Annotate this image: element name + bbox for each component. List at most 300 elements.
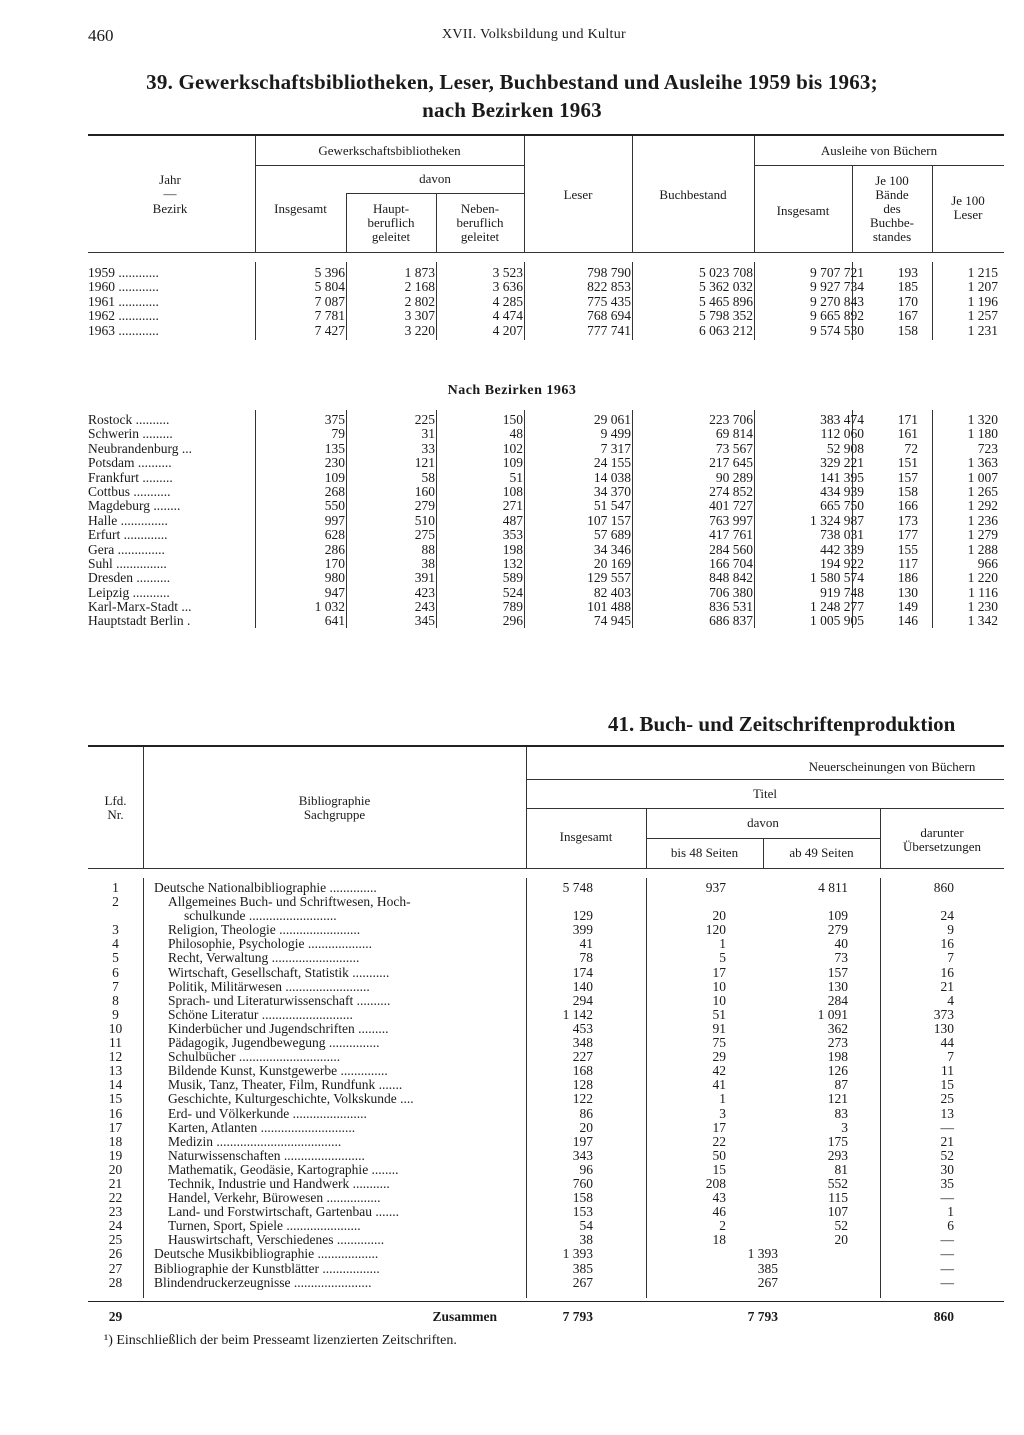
district-row bbox=[88, 557, 1004, 571]
district-value: 117 bbox=[898, 555, 918, 571]
row-value: 9 bbox=[947, 922, 954, 938]
year-value: 4 285 bbox=[492, 293, 523, 309]
year-label: 1963 ............ bbox=[88, 323, 159, 338]
table-39-districts bbox=[88, 413, 1004, 629]
district-value: 1 292 bbox=[967, 498, 998, 514]
year-label: 1962 ............ bbox=[88, 309, 159, 324]
district-value: 836 531 bbox=[709, 599, 753, 615]
year-row bbox=[88, 280, 1004, 294]
table-row bbox=[88, 1092, 1004, 1106]
year-value: 6 063 212 bbox=[699, 322, 753, 338]
row-number: 25 bbox=[108, 1232, 123, 1248]
table-39-header-rule bbox=[88, 252, 1004, 253]
row-number: 7 bbox=[112, 978, 119, 994]
header-ausleihe-insgesamt: Insgesamt bbox=[776, 203, 830, 218]
row-value: 860 bbox=[933, 880, 954, 895]
district-value: 33 bbox=[421, 440, 435, 456]
district-value: 947 bbox=[324, 584, 345, 600]
row-label: schulkunde .......................... bbox=[184, 909, 337, 924]
district-value: 271 bbox=[502, 498, 523, 514]
district-value: 848 842 bbox=[709, 570, 753, 586]
row-value: 130 bbox=[933, 1020, 954, 1036]
year-value: 5 804 bbox=[314, 279, 345, 295]
row-value: 21 bbox=[940, 1133, 954, 1149]
row-number: 12 bbox=[108, 1049, 123, 1065]
year-value: 158 bbox=[897, 322, 918, 338]
row-number: 13 bbox=[108, 1063, 123, 1079]
row-value: 87 bbox=[834, 1077, 848, 1093]
row-value: 38 bbox=[579, 1232, 593, 1248]
district-value: 1 288 bbox=[967, 541, 998, 557]
table-row bbox=[88, 1205, 1004, 1219]
row-value: 20 bbox=[579, 1119, 593, 1135]
row-value: 122 bbox=[572, 1091, 593, 1107]
district-value: 434 939 bbox=[820, 483, 864, 499]
year-value: 1 196 bbox=[967, 293, 998, 309]
table-row bbox=[88, 895, 1004, 909]
district-value: 1 342 bbox=[967, 613, 998, 629]
district-value: 1 580 574 bbox=[810, 570, 864, 586]
table-row bbox=[88, 980, 1004, 994]
district-value: 589 bbox=[502, 570, 523, 586]
row-value: 267 bbox=[572, 1274, 593, 1290]
table-row bbox=[88, 1107, 1004, 1121]
district-value: 391 bbox=[414, 570, 435, 586]
district-value: 1 320 bbox=[967, 412, 998, 427]
row-label: Bildende Kunst, Kunstgewerbe .............. bbox=[168, 1064, 388, 1079]
row-value: 6 bbox=[947, 1218, 954, 1234]
table-row bbox=[88, 994, 1004, 1008]
running-head: XVII. Volksbildung und Kultur bbox=[442, 27, 626, 42]
row-value: 7 bbox=[947, 950, 954, 966]
district-value: 135 bbox=[324, 440, 345, 456]
district-row bbox=[88, 614, 1004, 628]
district-value: 73 567 bbox=[715, 440, 753, 456]
row-value: 17 bbox=[712, 1119, 726, 1135]
district-value: 1 279 bbox=[967, 527, 998, 543]
table-41-bottom-rule bbox=[88, 1301, 1004, 1302]
row-value: 41 bbox=[579, 936, 593, 952]
district-value: 31 bbox=[421, 426, 435, 442]
row-value: 175 bbox=[827, 1133, 848, 1149]
row-value: 174 bbox=[572, 964, 593, 980]
row-label: Recht, Verwaltung .......................... bbox=[168, 951, 360, 966]
row-value: 1 142 bbox=[562, 1006, 593, 1022]
district-value: 151 bbox=[897, 455, 918, 471]
district-label: Potsdam .......... bbox=[88, 456, 172, 471]
row-value: 43 bbox=[712, 1190, 726, 1206]
row-value: 10 bbox=[712, 992, 726, 1008]
district-value: 286 bbox=[324, 541, 345, 557]
district-value: 1 032 bbox=[314, 599, 345, 615]
district-label: Halle .............. bbox=[88, 513, 168, 528]
district-value: 101 488 bbox=[587, 599, 631, 615]
row-value: 83 bbox=[834, 1105, 848, 1121]
header-bibliographie: Bibliographie Sachgruppe bbox=[298, 793, 371, 822]
row-value: 1 bbox=[719, 936, 726, 952]
row-label: Deutsche Nationalbibliographie .............. bbox=[154, 881, 377, 895]
district-value: 223 706 bbox=[709, 412, 753, 427]
district-value: 383 474 bbox=[820, 412, 864, 427]
district-label: Gera .............. bbox=[88, 542, 165, 557]
header-dash: — bbox=[163, 186, 177, 201]
district-value: 789 bbox=[502, 599, 523, 615]
row-value: 91 bbox=[712, 1020, 726, 1036]
year-row bbox=[88, 309, 1004, 323]
year-value: 1 231 bbox=[967, 322, 998, 338]
district-value: 150 bbox=[502, 412, 523, 427]
district-value: 375 bbox=[324, 412, 345, 427]
row-value: 81 bbox=[834, 1161, 848, 1177]
row-number: 22 bbox=[108, 1190, 123, 1206]
year-label: 1960 ............ bbox=[88, 280, 159, 295]
row-value: 40 bbox=[834, 936, 848, 952]
year-row bbox=[88, 295, 1004, 309]
total-label: Zusammen bbox=[432, 1309, 497, 1324]
row-value: 1 393 bbox=[562, 1246, 593, 1262]
row-label: Land- und Forstwirtschaft, Gartenbau ....... bbox=[168, 1205, 399, 1220]
row-value: 4 bbox=[947, 992, 954, 1008]
district-value: 29 061 bbox=[593, 412, 631, 427]
district-value: 72 bbox=[904, 440, 918, 456]
district-value: 79 bbox=[331, 426, 345, 442]
district-value: 177 bbox=[897, 527, 918, 543]
row-value: 29 bbox=[712, 1049, 726, 1065]
year-value: 4 474 bbox=[492, 308, 523, 324]
district-value: 157 bbox=[897, 469, 918, 485]
year-value: 768 694 bbox=[587, 308, 631, 324]
table-39-top-rule bbox=[88, 134, 1004, 136]
row-value: 75 bbox=[712, 1035, 726, 1051]
table-41-title: 41. Buch- und Zeitschriftenproduktion bbox=[608, 712, 956, 736]
district-row bbox=[88, 528, 1004, 542]
header-je-100-leser: Je 100 Leser bbox=[951, 193, 985, 222]
district-value: 24 155 bbox=[593, 455, 631, 471]
year-value: 9 707 721 bbox=[810, 265, 864, 280]
row-label: Sprach- und Literaturwissenschaft .......... bbox=[168, 993, 391, 1008]
district-value: 166 bbox=[897, 498, 918, 514]
district-value: 108 bbox=[502, 483, 523, 499]
district-value: 102 bbox=[502, 440, 523, 456]
row-number: 3 bbox=[112, 922, 119, 938]
row-value: 35 bbox=[940, 1175, 954, 1191]
district-value: 1 116 bbox=[968, 584, 998, 600]
row-value: 86 bbox=[579, 1105, 593, 1121]
district-value: 997 bbox=[324, 512, 345, 528]
table-row bbox=[88, 1262, 1004, 1276]
row-value: 362 bbox=[827, 1020, 848, 1036]
row-value: — bbox=[940, 1274, 954, 1290]
row-value: 21 bbox=[940, 978, 954, 994]
row-value: 120 bbox=[705, 922, 726, 938]
table-row bbox=[88, 1036, 1004, 1050]
district-value: 268 bbox=[324, 483, 345, 499]
row-value: 51 bbox=[712, 1006, 726, 1022]
district-label: Suhl ............... bbox=[88, 556, 167, 571]
district-label: Frankfurt ......... bbox=[88, 470, 173, 485]
row-label: Kinderbücher und Jugendschriften ......... bbox=[168, 1021, 389, 1036]
row-value: — bbox=[940, 1119, 954, 1135]
district-value: 141 395 bbox=[820, 469, 864, 485]
table-row bbox=[88, 966, 1004, 980]
district-value: 345 bbox=[414, 613, 435, 629]
district-value: 186 bbox=[897, 570, 918, 586]
row-value: 22 bbox=[712, 1133, 726, 1149]
header-leser: Leser bbox=[563, 187, 593, 202]
row-value: 7 bbox=[947, 1049, 954, 1065]
row-value: 227 bbox=[572, 1049, 593, 1065]
district-value: 442 339 bbox=[820, 541, 864, 557]
row-label: Schulbücher .............................. bbox=[168, 1050, 341, 1065]
row-value: 293 bbox=[827, 1147, 848, 1163]
district-value: 966 bbox=[977, 555, 998, 571]
row-value: 30 bbox=[940, 1161, 954, 1177]
district-row bbox=[88, 499, 1004, 513]
year-value: 3 220 bbox=[404, 322, 435, 338]
row-number: 5 bbox=[112, 950, 119, 966]
district-label: Schwerin ......... bbox=[88, 427, 173, 442]
district-value: 1 180 bbox=[967, 426, 998, 442]
row-number: 14 bbox=[108, 1077, 123, 1093]
district-value: 166 704 bbox=[709, 555, 753, 571]
row-value: — bbox=[940, 1190, 954, 1206]
district-value: 14 038 bbox=[593, 469, 631, 485]
row-value: 107 bbox=[827, 1204, 848, 1220]
footnote: ¹) Einschließlich der beim Presseamt lizenzierten Zeitschriften. bbox=[104, 1333, 457, 1348]
district-value: 74 945 bbox=[593, 613, 631, 629]
header-titel: Titel bbox=[752, 786, 778, 801]
year-value: 3 307 bbox=[404, 308, 435, 324]
row-number: 16 bbox=[108, 1105, 123, 1121]
district-value: 88 bbox=[421, 541, 435, 557]
row-number: 24 bbox=[108, 1218, 123, 1234]
row-label: Allgemeines Buch- und Schriftwesen, Hoch- bbox=[168, 895, 411, 910]
district-value: 706 380 bbox=[709, 584, 753, 600]
district-value: 158 bbox=[897, 483, 918, 499]
district-value: 1 230 bbox=[967, 599, 998, 615]
row-value: 294 bbox=[572, 992, 593, 1008]
district-value: 980 bbox=[324, 570, 345, 586]
table-row bbox=[88, 1135, 1004, 1149]
year-value: 5 023 708 bbox=[699, 265, 753, 280]
year-value: 798 790 bbox=[587, 265, 631, 280]
table-39-title-line2: nach Bezirken 1963 bbox=[422, 98, 602, 122]
header-je-100-baende: Je 100 Bände des Buchbe- standes bbox=[869, 173, 915, 244]
row-value: 25 bbox=[940, 1091, 954, 1107]
row-value: 15 bbox=[940, 1077, 954, 1093]
district-label: Dresden .......... bbox=[88, 571, 171, 586]
header-davon: davon bbox=[419, 171, 451, 186]
row-label: Erd- und Völkerkunde ...................... bbox=[168, 1106, 367, 1121]
district-value: 198 bbox=[502, 541, 523, 557]
district-value: 1 005 905 bbox=[810, 613, 864, 629]
district-value: 194 922 bbox=[820, 555, 864, 571]
row-value: 267 bbox=[757, 1274, 778, 1290]
header-neuerscheinungen: Neuerscheinungen von Büchern bbox=[808, 759, 976, 774]
district-row bbox=[88, 514, 1004, 528]
row-value: 129 bbox=[572, 908, 593, 924]
row-label: Naturwissenschaften ........................ bbox=[168, 1148, 365, 1163]
row-value: 126 bbox=[827, 1063, 848, 1079]
header-ausleihe: Ausleihe von Büchern bbox=[820, 143, 938, 158]
district-label: Leipzig ........... bbox=[88, 585, 170, 600]
row-value: 10 bbox=[712, 978, 726, 994]
district-value: 48 bbox=[509, 426, 523, 442]
row-value: 20 bbox=[712, 908, 726, 924]
row-number: 1 bbox=[112, 880, 119, 895]
district-label: Erfurt ............. bbox=[88, 528, 168, 543]
district-value: 628 bbox=[324, 527, 345, 543]
district-row bbox=[88, 485, 1004, 499]
district-value: 353 bbox=[502, 527, 523, 543]
year-value: 4 207 bbox=[492, 322, 523, 338]
year-value: 5 465 896 bbox=[699, 293, 753, 309]
district-value: 1 248 277 bbox=[810, 599, 864, 615]
table-row bbox=[88, 1050, 1004, 1064]
row-value: — bbox=[940, 1246, 954, 1262]
row-value: 16 bbox=[940, 964, 954, 980]
district-value: 155 bbox=[897, 541, 918, 557]
district-value: 686 837 bbox=[709, 613, 753, 629]
header-bis-48-seiten: bis 48 Seiten bbox=[670, 845, 739, 860]
row-number: 4 bbox=[112, 936, 119, 952]
row-value: 373 bbox=[933, 1006, 954, 1022]
district-value: 90 289 bbox=[715, 469, 753, 485]
row-value: 11 bbox=[941, 1063, 954, 1079]
district-value: 129 557 bbox=[587, 570, 631, 586]
row-label: Philosophie, Psychologie ................... bbox=[168, 937, 373, 952]
table-row bbox=[88, 1276, 1004, 1290]
header-bezirk: Bezirk bbox=[152, 201, 188, 216]
district-value: 641 bbox=[324, 613, 345, 629]
row-value: 115 bbox=[828, 1190, 848, 1206]
row-value: 284 bbox=[827, 992, 848, 1008]
row-value: 17 bbox=[712, 964, 726, 980]
district-row bbox=[88, 571, 1004, 585]
year-value: 7 427 bbox=[314, 322, 345, 338]
year-label: 1961 ............ bbox=[88, 294, 159, 309]
row-value: 399 bbox=[572, 922, 593, 938]
row-number: 11 bbox=[109, 1035, 122, 1051]
year-value: 1 873 bbox=[404, 265, 435, 280]
district-value: 723 bbox=[977, 440, 998, 456]
table-row bbox=[88, 923, 1004, 937]
district-value: 34 370 bbox=[593, 483, 631, 499]
district-value: 763 997 bbox=[709, 512, 753, 528]
table-row bbox=[88, 1191, 1004, 1205]
row-number: 26 bbox=[108, 1246, 123, 1262]
row-value: 42 bbox=[712, 1063, 726, 1079]
year-value: 2 168 bbox=[404, 279, 435, 295]
table-row bbox=[88, 1177, 1004, 1191]
row-value: 128 bbox=[572, 1077, 593, 1093]
row-value: 96 bbox=[579, 1161, 593, 1177]
district-value: 109 bbox=[324, 469, 345, 485]
row-label: Medizin ..................................... bbox=[168, 1134, 342, 1149]
row-label: Mathematik, Geodäsie, Kartographie ........ bbox=[168, 1162, 399, 1177]
header-nebenberuflich: Neben- beruflich geleitet bbox=[456, 201, 504, 244]
district-value: 243 bbox=[414, 599, 435, 615]
table-row bbox=[88, 909, 1004, 923]
row-value: 552 bbox=[827, 1175, 848, 1191]
row-label: Turnen, Sport, Spiele ...................... bbox=[168, 1219, 361, 1234]
district-value: 109 bbox=[502, 455, 523, 471]
district-label: Neubrandenburg ... bbox=[88, 441, 192, 456]
district-label: Magdeburg ........ bbox=[88, 499, 181, 514]
row-number: 18 bbox=[108, 1133, 123, 1149]
row-value: 158 bbox=[572, 1190, 593, 1206]
district-value: 9 499 bbox=[600, 426, 631, 442]
row-value: 50 bbox=[712, 1147, 726, 1163]
row-label: Geschichte, Kulturgeschichte, Volkskunde .... bbox=[168, 1092, 414, 1107]
table-41-body bbox=[88, 881, 1004, 1290]
district-value: 524 bbox=[502, 584, 523, 600]
district-value: 217 645 bbox=[709, 455, 753, 471]
total-value: 860 bbox=[933, 1309, 954, 1324]
district-value: 284 560 bbox=[709, 541, 753, 557]
year-value: 9 927 734 bbox=[810, 279, 864, 295]
district-value: 69 814 bbox=[715, 426, 753, 442]
district-value: 1 324 987 bbox=[810, 512, 864, 528]
row-number: 20 bbox=[108, 1161, 123, 1177]
district-value: 52 908 bbox=[826, 440, 864, 456]
year-value: 193 bbox=[897, 265, 918, 280]
table-row bbox=[88, 1022, 1004, 1036]
district-value: 146 bbox=[897, 613, 918, 629]
row-value: 109 bbox=[827, 908, 848, 924]
row-number: 27 bbox=[108, 1260, 123, 1276]
row-value: 343 bbox=[572, 1147, 593, 1163]
header-t41-davon: davon bbox=[747, 815, 779, 830]
year-value: 777 741 bbox=[587, 322, 631, 338]
row-value: 130 bbox=[827, 978, 848, 994]
row-value: 24 bbox=[940, 908, 954, 924]
district-value: 423 bbox=[414, 584, 435, 600]
district-label: Karl-Marx-Stadt ... bbox=[88, 600, 192, 615]
row-label: Politik, Militärwesen ......................... bbox=[168, 979, 370, 994]
district-row bbox=[88, 456, 1004, 470]
district-row bbox=[88, 442, 1004, 456]
row-value: 1 091 bbox=[817, 1006, 848, 1022]
row-value: 197 bbox=[572, 1133, 593, 1149]
table-row bbox=[88, 1078, 1004, 1092]
district-value: 170 bbox=[324, 555, 345, 571]
table-41-top-rule bbox=[88, 745, 1004, 747]
district-row bbox=[88, 427, 1004, 441]
district-value: 51 547 bbox=[593, 498, 631, 514]
row-value: — bbox=[940, 1260, 954, 1276]
row-value: 140 bbox=[572, 978, 593, 994]
table-row bbox=[88, 1121, 1004, 1135]
year-value: 5 396 bbox=[314, 265, 345, 280]
district-label: Rostock .......... bbox=[88, 413, 170, 427]
row-value: 121 bbox=[827, 1091, 848, 1107]
district-label: Hauptstadt Berlin . bbox=[88, 614, 191, 629]
row-number: 23 bbox=[108, 1204, 123, 1220]
year-row bbox=[88, 266, 1004, 280]
row-value: 385 bbox=[757, 1260, 778, 1276]
district-value: 274 852 bbox=[709, 483, 753, 499]
year-value: 1 257 bbox=[967, 308, 998, 324]
table-row bbox=[88, 1219, 1004, 1233]
row-value: 2 bbox=[719, 1218, 726, 1234]
row-value: 385 bbox=[572, 1260, 593, 1276]
row-number: 2 bbox=[112, 894, 119, 910]
row-number: 28 bbox=[108, 1274, 123, 1290]
table-39-years bbox=[88, 266, 1004, 338]
header-ab-49-seiten: ab 49 Seiten bbox=[789, 845, 854, 860]
page-number: 460 bbox=[88, 26, 114, 45]
